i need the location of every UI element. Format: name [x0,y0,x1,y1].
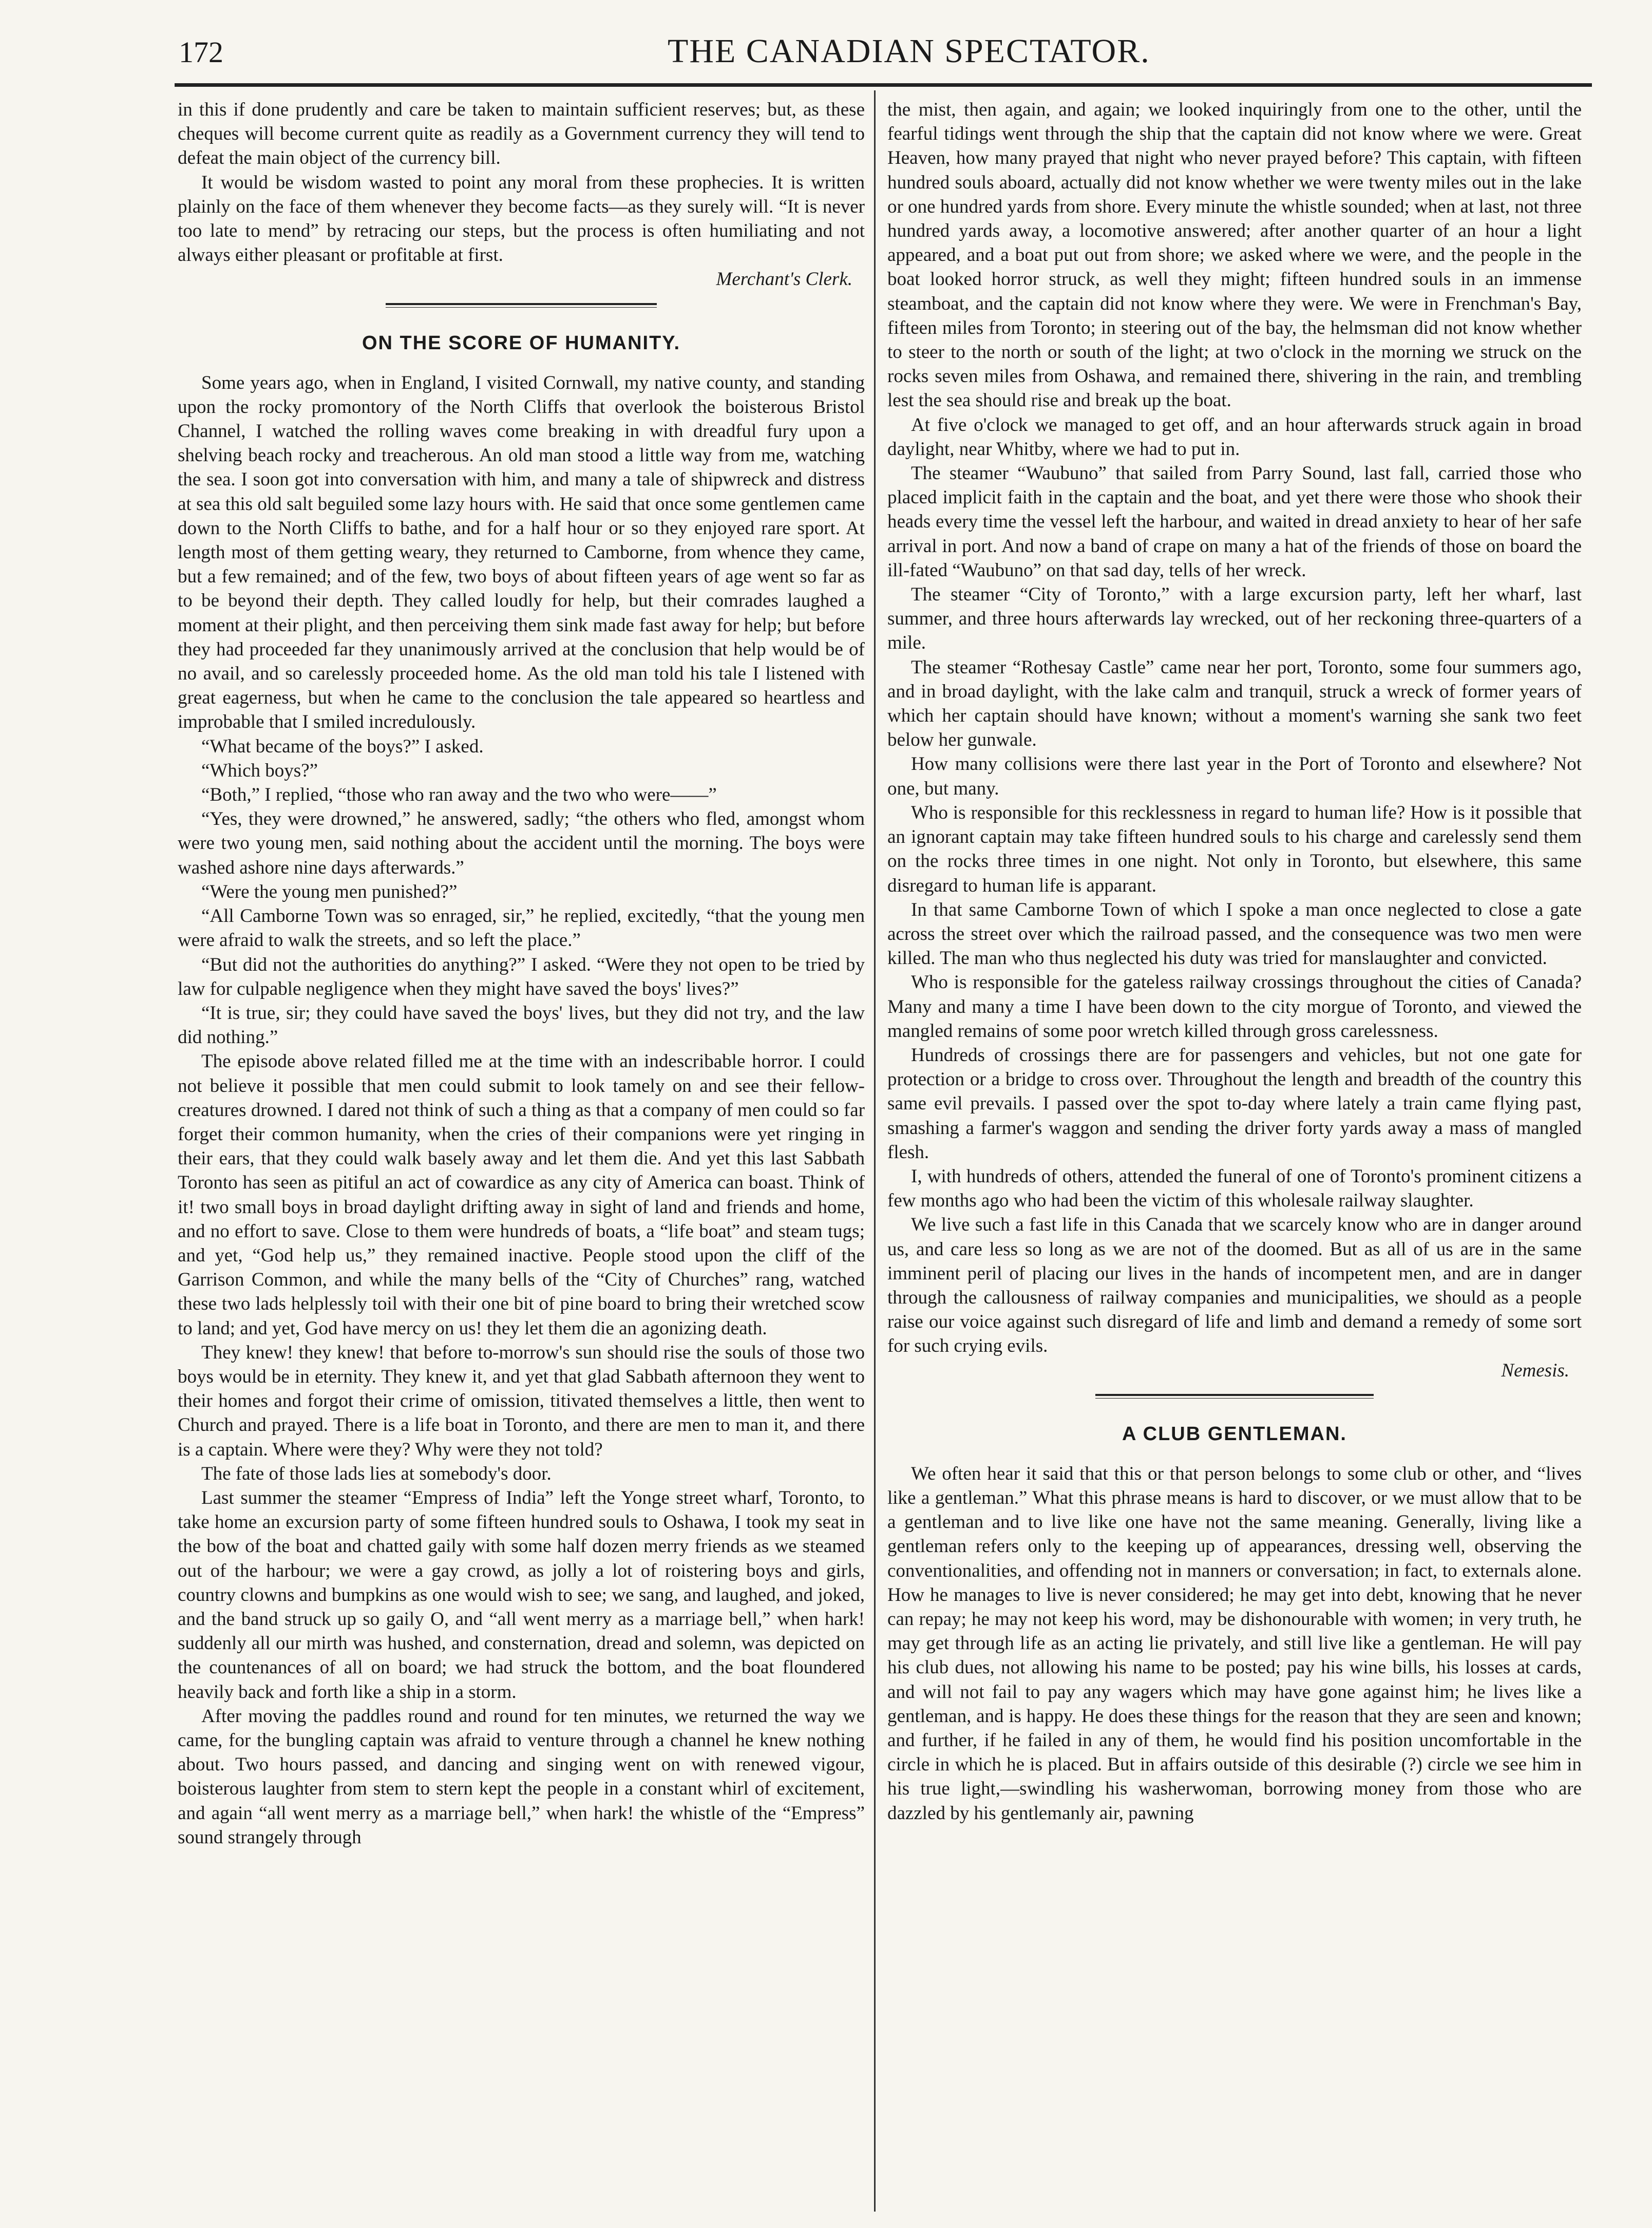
paragraph: It would be wisdom wasted to point any moral from these prophecies. It is written plainly on the face of them whenever they become facts—as they surely will. “It is never too late to mend” by retracing our steps, but the process is often humiliating and not always either pleasant or profitable at first. [178,172,865,266]
paragraph: I, with hundreds of others, attended the funeral of one of Toronto's prominent citizens a few months ago who had been the victim of this wholesale railway slaughter. [887,1165,1582,1212]
paragraph: Who is responsible for this recklessness in regard to human life? How is it possible that an ignorant captain may take fifteen hundred souls to his charge and carelessly send them on the rocks three times in one night. Not only in Toronto, but elsewhere, this same disregard to human life is apparant. [887,802,1582,896]
paragraph: In that same Camborne Town of which I spoke a man once neglected to close a gate across the street over which the railroad passed, and the consequence was two men were killed. The man who thus neglected his duty was tried for manslaughter and convicted. [887,899,1582,969]
signature-merchants-clerk: Merchant's Clerk. [716,269,852,290]
paragraph: the mist, then again, and again; we looked inquiringly from one to the other, until the fearful tidings went through the ship that the captain did not know where we were. Great Heaven, how many prayed that night who never prayed before? This captain, with fifteen hundred souls aboard, actually did not know whether we were twenty miles out in the lake or one hundred yards from shore. Every minute the whistle sounded; when at last, not three hundred yards away, a locomotive answered; after another quarter of an hour a light appeared, and a boat put out from shore; we asked where we were, and the people in the boat looked horror struck, as well they might; fifteen hundred souls in an immense steamboat, and the captain did not know where they were. We were in Frenchman's Bay, fifteen miles from Toronto; in steering out of the bay, the helmsman did not know whether to steer to the north or south of the light; at two o'clock in the morning we struck on the rocks seven miles from Oshawa, and remained there, shivering in the rain, and trembling lest the sea should rise and break up the boat. [887,99,1582,411]
article-heading-humanity: ON THE SCORE OF HUMANITY. [362,332,681,354]
paragraph: After moving the paddles round and round for ten minutes, we returned the way we came, for the bungling captain was afraid to venture through a channel he knew nothing about. Two hours passed, and dancing and singing went on with renewed vigour, boisterous laughter from stem to stern kept the people in a constant whirl of excitement, and again “all went merry as a marriage bell,” when hark! the whistle of the “Empress” sound strangely through [178,1705,865,1848]
paragraph: “Both,” I replied, “those who ran away and the two who were——” [201,784,717,806]
left-column [178,98,865,2211]
paragraph: Last summer the steamer “Empress of India” left the Yonge street wharf, Toronto, to take home an excursion party of some fifteen hundred souls to Oshawa, I took my seat in the bow of the boat and chatted gaily with some half dozen merry friends as we steamed out of the harbour; we were a gay crowd, as jolly a lot of roistering boys and girls, country clowns and bumpkins as one would wish to see; we sang, and laughed, and joked, and the band struck up so gaily O, and “all went merry as a marriage bell,” when hark! suddenly all our mirth was hushed, and consternation, dread and solemn, was depicted on the countenances of all on board; we had struck the bottom, and the boat floundered heavily back and forth like a ship in a storm. [178,1487,865,1703]
paragraph: The steamer “Rothesay Castle” came near her port, Toronto, some four summers ago, and in broad daylight, with the lake calm and tranquil, struck a wreck of former years of which her captain should have known; without a moment's warning she sank two feet below her gunwale. [887,656,1582,751]
paragraph: in this if done prudently and care be taken to maintain sufficient reserves; but, as these cheques will become current quite as readily as a Government currency they will tend to defeat the main object of the currency bill. [178,99,865,169]
paragraph: Who is responsible for the gateless railway crossings throughout the cities of Canada? Many and many a time I have been down to the city morgue of Toronto, and viewed the mangled remains of some poor wretch killed through gross carelessness. [887,972,1582,1042]
header-rule [175,83,1592,87]
section-separator [178,292,865,323]
paragraph: They knew! they knew! that before to-morrow's sun should rise the souls of those two boys would be in eternity. They knew it, and yet that glad Sabbath afternoon they went to their homes and forgot their crime of omission, titivated themselves a little, then went to Church and prayed. There is a life boat in Toronto, and there are men to man it, and there is a captain. Where were they? Why were they not told? [178,1342,865,1460]
paragraph: “What became of the boys?” I asked. [201,735,484,757]
paragraph: “Were the young men punished?” [201,881,458,902]
paragraph: The steamer “Waubuno” that sailed from Parry Sound, last fall, carried those who placed implicit faith in the captain and the boat, and yet there were those who shook their heads every time the vessel left the harbour, and waited in dread anxiety to hear of her safe arrival in port. And now a band of crape on many a hat of the friends of those on board the ill-fated “Waubuno” on that sad day, tells of her wreck. [887,463,1582,581]
paragraph: The episode above related filled me at the time with an indescribable horror. I could not believe it possible that men could submit to look tamely on and see their fellow-creatures drowned. I dared not think of such a thing as that a company of men could so far forget their common humanity, when the cries of their companions were yet ringing in their ears, that they could walk basely away and let them die. And yet this last Sabbath Toronto has seen as pitiful an act of cowardice as any city of America can boast. Think of it! two small boys in broad daylight drifting away in sight of land and friends and home, and no effort to save. Close to them were hundreds of boats, a “life boat” and steam tugs; and yet, “God help us,” they remained inactive. People stood upon the cliff of the Garrison Common, and while the many bells of the “City of Churches” rang, watched these two lads helplessly toil with their one bit of pine board to bring their wretched scow to land; and yet, God have mercy on us! they let them die an agonizing death. [178,1051,865,1339]
section-separator [887,1383,1582,1413]
paragraph: “Yes, they were drowned,” he answered, sadly; “the others who fled, amongst whom were two young men, said nothing about the accident until the morning. The boys were washed ashore nine days afterwards.” [178,808,865,878]
page-header [0,0,1652,87]
paragraph: The fate of those lads lies at somebody's door. [201,1463,552,1484]
paragraph: The steamer “City of Toronto,” with a large excursion party, left her wharf, last summer, and three hours afterwards lay wrecked, out of her reckoning three-quarters of a mile. [887,584,1582,654]
page-number: 172 [179,35,223,69]
paragraph: Some years ago, when in England, I visited Cornwall, my native county, and standing upon the rocky promontory of the North Cliffs that overlook the boisterous Bristol Channel, I watched the rolling waves come breaking in with dreadful fury upon a shelving beach rocky and treacherous. An old man stood a little way from me, watching the sea. I soon got into conversation with him, and many a tale of shipwreck and distress at sea this old salt beguiled some lazy hours with. He said that once some gentlemen came down to the North Cliffs to bathe, and for a half hour or so they enjoyed rare sport. At length most of them getting weary, they returned to Camborne, from whence they came, but a few remained; and of the few, two boys of about fifteen years of age went so far as to be beyond their depth. They called loudly for help, but their comrades laughed a moment at their plight, and then perceiving them sink made fast away for help; but before they had proceeded far they unanimously arrived at the conclusion that help would be of no avail, and so carelessly proceeded home. As the old man told his tale I listened with great eagerness, but when he came to the conclusion the tale appeared so heartless and improbable that I smiled incredulously. [178,372,865,733]
paragraph: “Which boys?” [201,760,318,781]
right-column [887,98,1582,2211]
paragraph: How many collisions were there last year in the Port of Toronto and elsewhere? Not one, but many. [887,753,1582,799]
paragraph: “It is true, sir; they could have saved the boys' lives, but they did not try, and the law did nothing.” [178,1002,865,1048]
paragraph: At five o'clock we managed to get off, and an hour afterwards struck again in broad daylight, near Whitby, where we had to put in. [887,414,1582,460]
signature-nemesis: Nemesis. [1501,1360,1569,1381]
publication-title: THE CANADIAN SPECTATOR. [668,32,1150,70]
column-divider [874,90,876,2212]
paragraph: We often hear it said that this or that person belongs to some club or other, and “lives like a gentleman.” What this phrase means is hard to discover, or we must allow that to be a gentleman and to live like one have not the same meaning. Generally, living like a gentleman refers only to the keeping up of appearances, dressing well, observing the conventionalities, and offending not in manners or conversation; in fact, to externals alone. How he manages to live is never considered; he may get into debt, knowing that he never can repay; he may not keep his word, may be dishonourable with women; in very truth, he may get through life as an acting lie privately, and still live like a gentleman. He will pay his club dues, not allowing his name to be posted; pay his wine bills, his losses at cards, and will not fail to pay any wagers which may have gone against him; he lives like a gentleman, and is happy. He does these things for the reason that they are seen and known; and further, if he failed in any of them, he would find his position uncomfortable in the circle in which he is placed. But in affairs outside of this desirable (?) circle we see him in his true light,—swindling his washerwoman, borrowing money from those who are dazzled by his gentlemanly air, pawning [887,1463,1582,1824]
paragraph: We live such a fast life in this Canada that we scarcely know who are in danger around us, and care less so long as we are not of the doomed. But as all of us are in the same imminent peril of placing our lives in the hands of incompetent men, and are in danger through the callousness of railway companies and municipalities, we should as a people raise our voice against such disregard of life and limb and demand a remedy of some sort for such crying evils. [887,1214,1582,1357]
article-heading-club-gentleman: A CLUB GENTLEMAN. [1122,1423,1347,1445]
paragraph: “All Camborne Town was so enraged, sir,” he replied, excitedly, “that the young men were afraid to walk the streets, and so left the place.” [178,905,865,951]
paragraph: Hundreds of crossings there are for passengers and vehicles, but not one gate for protection or a bridge to cross over. Throughout the length and breadth of the country this same evil prevails. I passed over the spot to-day where lately a train came flying past, smashing a farmer's waggon and sending the driver forty yards away a mass of mangled flesh. [887,1044,1582,1163]
paragraph: “But did not the authorities do anything?” I asked. “Were they not open to be tried by law for culpable negligence when they might have saved the boys' lives?” [178,954,865,999]
